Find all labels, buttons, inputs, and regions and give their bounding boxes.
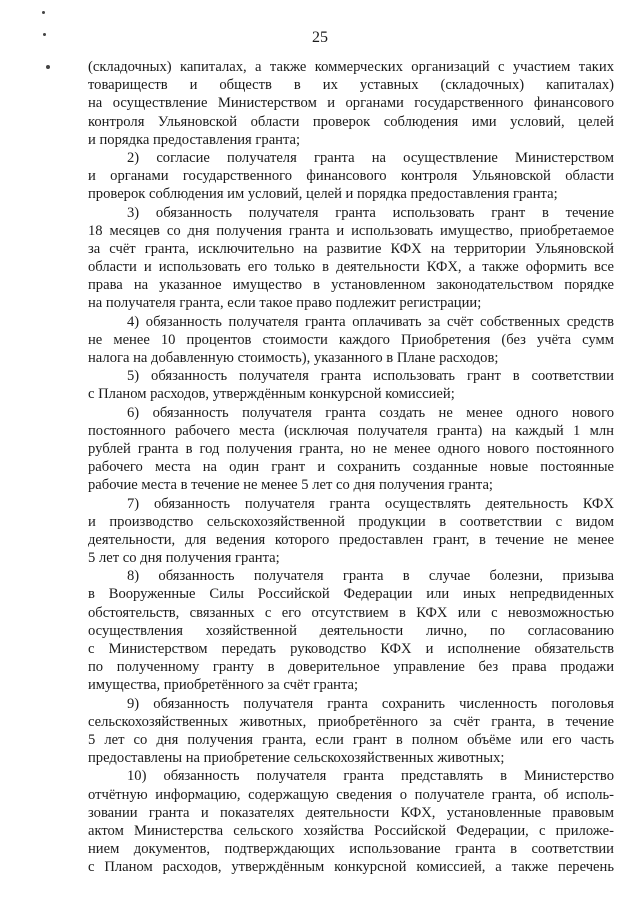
text-line: товариществ и обществ в их уставных (складочных) капиталах) [88, 77, 614, 94]
text-line: не менее 10 процентов стоимости каждого Приобретения (без учёта сумм [88, 331, 614, 348]
text-line: 6) обязанность получателя гранта создать не менее одного нового [127, 404, 614, 421]
text-line: с Планом расходов, утверждённым конкурсной комиссией, а также перечень [88, 859, 614, 876]
document-body [88, 58, 614, 876]
text-line: по полученному гранту в доверительное управление без права продажи [88, 659, 614, 676]
text-line: налога на добавленную стоимость), указанного в Плане расходов; [88, 350, 499, 366]
text-line: зовании гранта и показателях деятельности КФХ, установленные правовым [88, 804, 614, 821]
text-line: 10) обязанность получателя гранта представлять в Министерство [127, 768, 614, 785]
text-line: контроля Ульяновской области проверок соблюдения ими условий, целей [88, 113, 614, 130]
text-line: актом Министерства сельского хозяйства Российской Федерации, с приложе- [88, 822, 614, 839]
text-line: 7) обязанность получателя гранта осуществлять деятельность КФХ [127, 495, 614, 512]
text-line: рабочего места на один грант и сохранить созданные новые постоянные [88, 459, 614, 476]
text-line: с Министерством передать руководство КФХ и исполнение обязательств [88, 641, 614, 657]
text-line: 5 лет со дня получения гранта, если грант в полном объёме или его часть [88, 731, 614, 748]
text-line: деятельности, для ведения которого предоставлен грант, в течение не менее [88, 531, 614, 548]
text-line: и производство сельскохозяйственной продукции в соответствии с видом [88, 513, 614, 530]
text-line: рабочие места в течение не менее 5 лет со дня получения гранта; [88, 477, 493, 494]
scan-dot [42, 11, 45, 14]
text-line: рублей гранта в год получения гранта, но не менее одного нового постоянного [88, 440, 614, 457]
page-number: 25 [312, 29, 328, 46]
text-line: права на указанное имущество в установленном законодательством порядке [88, 277, 614, 294]
text-line: нием документов, подтверждающих использование гранта в соответствии [88, 841, 614, 858]
text-line: 18 месяцев со дня получения гранта и использовать имущество, приобретаемое [88, 222, 614, 239]
text-line: области и использовать его только в деятельности КФХ, а также оформить все [88, 259, 614, 276]
scan-dot [46, 65, 50, 69]
text-line: на получателя гранта, если такое право подлежит регистрации; [88, 295, 482, 312]
text-line: имущества, приобретённого за счёт гранта; [88, 677, 359, 694]
text-line: 5 лет со дня получения гранта; [88, 550, 280, 567]
text-line: проверок соблюдения им условий, целей и порядка предоставления гранта; [88, 186, 558, 203]
text-line: за счёт гранта, исключительно на развитие КФХ на территории Ульяновской [88, 240, 614, 257]
text-line: обстоятельств, связанных с его отсутствием в КФХ или с невозможностью [88, 604, 614, 621]
text-line: 2) согласие получателя гранта на осуществление Министерством [127, 149, 614, 166]
text-line: постоянного рабочего места (исключая получателя гранта) на каждый 1 млн [88, 422, 614, 439]
text-line: отчётную информацию, содержащую сведения о получателе гранта, об исполь- [88, 786, 614, 803]
text-line: 8) обязанность получателя гранта в случае болезни, призыва [127, 568, 614, 585]
text-line: предоставлены на приобретение сельскохозяйственных животных; [88, 750, 505, 767]
text-line: (складочных) капиталах, а также коммерческих организаций с участием таких [88, 59, 614, 75]
text-line: и органами государственного финансового контроля Ульяновской области [88, 168, 614, 185]
text-line: на осуществление Министерством и органами государственного финансового [88, 95, 614, 112]
text-line: в Вооруженные Силы Российской Федерации или иных непредвиденных [88, 586, 614, 603]
text-line: 9) обязанность получателя гранта сохранить численность поголовья [127, 695, 614, 712]
text-line: 3) обязанность получателя гранта использовать грант в течение [127, 204, 614, 221]
text-line: осуществления хозяйственной деятельности лично, по согласованию [88, 622, 614, 639]
text-line: и порядка предоставления гранта; [88, 131, 301, 148]
text-line: 4) обязанность получателя гранта оплачивать за счёт собственных средств [127, 313, 614, 330]
text-line: сельскохозяйственных животных, приобретённого за счёт гранта, в течение [88, 713, 614, 730]
text-line: с Планом расходов, утверждённым конкурсной комиссией; [88, 386, 455, 403]
text-line: 5) обязанность получателя гранта использовать грант в соответствии [127, 368, 614, 385]
